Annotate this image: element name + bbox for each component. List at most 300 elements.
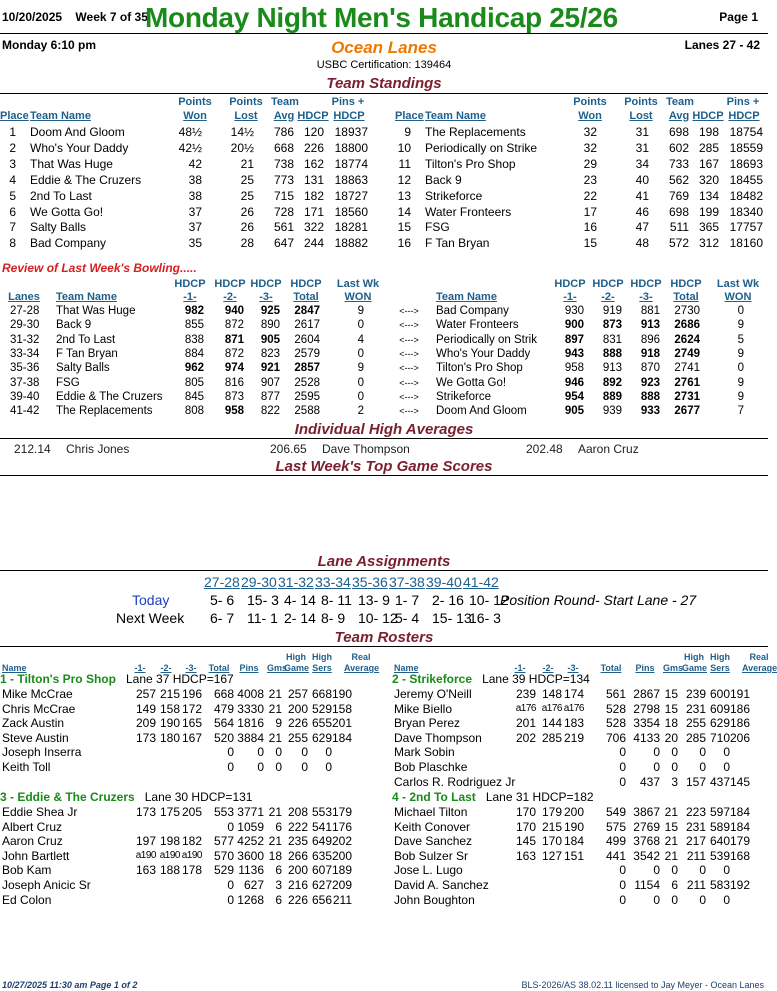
- roster-total-pins: 2798: [633, 701, 660, 716]
- standing-pins-hdcp: 18800: [334, 140, 368, 155]
- roster-game2: 127: [541, 848, 562, 863]
- review-score-right: 2677: [674, 405, 700, 418]
- roster-player-name: Jeremy O'Neill: [394, 687, 472, 701]
- standing-pins-hdcp: 18340: [729, 204, 763, 219]
- roster-real-average: 168: [729, 848, 750, 863]
- roster-game1: 173: [135, 805, 156, 819]
- review-score-left: 2857: [294, 362, 320, 375]
- standing-hdcp: 312: [698, 236, 719, 251]
- standing-team-avg: 769: [668, 188, 689, 203]
- roster-high-series: 627: [311, 878, 332, 892]
- roster-game1: 163: [515, 848, 536, 863]
- roster-player-name: Bob Plaschke: [394, 760, 468, 774]
- roster-player-name: Albert Cruz: [2, 819, 63, 834]
- standing-team-name: Doom And Gloom: [30, 125, 125, 139]
- roster-game2: 190: [159, 716, 180, 731]
- standing-team-avg: 561: [273, 220, 294, 235]
- review-score-right: 2624: [674, 333, 700, 346]
- review-vs: <--->: [399, 391, 419, 402]
- roster-game1: 163: [135, 863, 156, 878]
- standing-pins-hdcp: 18882: [334, 236, 368, 251]
- roster-series-total: 528: [605, 701, 626, 716]
- review-won-left: 2: [357, 405, 364, 418]
- roster-real-average: 179: [331, 805, 352, 819]
- review-score-right: 889: [602, 390, 622, 403]
- standing-place: 7: [9, 220, 16, 235]
- roster-high-game: 285: [685, 730, 706, 745]
- high-average-bowler: Dave Thompson: [322, 442, 410, 456]
- review-won-right: 5: [737, 333, 744, 346]
- roster-game2: 180: [159, 730, 180, 745]
- standing-team-avg: 572: [668, 236, 689, 251]
- standing-points-lost: 47: [635, 220, 649, 235]
- review-score-right: 913: [602, 362, 622, 375]
- review-score-left: 872: [224, 347, 244, 360]
- roster-high-game: 255: [685, 716, 706, 731]
- review-score-left: 816: [224, 376, 244, 389]
- standing-place: 14: [397, 204, 411, 219]
- roster-high-game: 235: [287, 834, 308, 849]
- review-score-right: 892: [602, 376, 622, 389]
- roster-game1: 149: [135, 701, 156, 716]
- review-vs: <--->: [399, 377, 419, 388]
- roster-game1: 257: [135, 687, 156, 701]
- lane-today-matchup: 8- 11: [321, 592, 352, 608]
- roster-games-bowled: 21: [268, 730, 282, 745]
- roster-game2: 170: [541, 834, 562, 849]
- roster-total-pins: 2769: [633, 819, 660, 834]
- roster-team-title: [0, 790, 252, 804]
- roster-total-pins: 0: [257, 745, 264, 760]
- standing-points-won: 37: [188, 204, 202, 219]
- top-games-rule: [0, 475, 768, 476]
- standing-team-name: Bad Company: [30, 236, 107, 251]
- standing-team-name: We Gotta Go!: [30, 204, 104, 219]
- hdr-won: Won: [183, 110, 207, 122]
- standing-points-lost: 14½: [230, 125, 254, 139]
- hdr-review-game-left: -3-: [259, 291, 273, 303]
- standing-points-lost: 41: [635, 188, 649, 203]
- roster-game3: 205: [181, 805, 202, 819]
- roster-high-game: 239: [685, 687, 706, 701]
- roster-high-game: 222: [287, 819, 308, 834]
- roster-player-name: Bob Kam: [2, 863, 52, 878]
- roster-game3: 184: [563, 834, 584, 849]
- hdr-lost: Lost: [629, 110, 653, 122]
- roster-games-bowled: 6: [275, 819, 282, 834]
- roster-games-bowled: 9: [275, 716, 282, 731]
- roster-total-pins: 2867: [633, 687, 660, 701]
- review-team-right: Water Fronteers: [436, 319, 519, 332]
- lane-pair-header: 35-36: [352, 574, 388, 590]
- standing-hdcp: 285: [698, 140, 719, 155]
- standing-pins-hdcp: 18774: [334, 156, 368, 171]
- roster-player-name: Keith Conover: [394, 819, 471, 834]
- review-score-left: 855: [184, 319, 204, 332]
- roster-game2: 215: [159, 687, 180, 701]
- roster-real-average: 200: [331, 848, 352, 863]
- review-score-left: 873: [224, 390, 244, 403]
- standing-hdcp: 320: [698, 172, 719, 187]
- hdr-roster-g2-right: -2-: [542, 663, 554, 673]
- position-round-note: Position Round- Start Lane - 27: [500, 592, 697, 608]
- standing-team-avg: 698: [668, 125, 689, 139]
- standing-pins-hdcp: 18727: [334, 188, 368, 203]
- hdr-team-top: Team: [271, 96, 299, 108]
- roster-games-bowled: 3: [671, 774, 678, 789]
- review-lanes: 27-28: [10, 305, 40, 317]
- review-score-left: 838: [184, 333, 204, 346]
- standing-team-avg: 647: [273, 236, 294, 251]
- roster-game3: 174: [563, 687, 584, 701]
- roster-high-game: 216: [287, 878, 308, 892]
- standings-title: Team Standings: [326, 75, 442, 92]
- roster-high-series: 600: [709, 687, 730, 701]
- hdr-roster-ra-left: Average: [344, 663, 380, 673]
- roster-real-average: 158: [331, 701, 352, 716]
- standing-team-avg: 733: [668, 156, 689, 171]
- review-score-right: 958: [564, 362, 584, 375]
- standing-points-lost: 28: [240, 236, 254, 251]
- review-score-right: 870: [640, 362, 660, 375]
- standing-place: 1: [9, 125, 16, 139]
- standing-pins-hdcp: 18482: [729, 188, 763, 203]
- roster-high-game: 0: [301, 745, 308, 760]
- roster-game3: 190: [563, 819, 584, 834]
- roster-series-total: 0: [619, 774, 626, 789]
- hdr-team-name: Team Name: [425, 110, 486, 122]
- roster-player-name: Zack Austin: [2, 716, 65, 731]
- roster-team-title: [0, 672, 234, 686]
- roster-real-average: 202: [331, 834, 352, 849]
- review-score-left: 871: [224, 333, 244, 346]
- review-lanes: 29-30: [10, 319, 40, 332]
- roster-game1: 170: [515, 819, 536, 834]
- standing-points-lost: 26: [240, 220, 254, 235]
- hdr-won: Won: [578, 110, 602, 122]
- standing-hdcp: 182: [303, 188, 324, 203]
- review-score-left: 822: [260, 405, 280, 418]
- standing-points-lost: 25: [240, 188, 254, 203]
- roster-real-average: 190: [331, 687, 352, 701]
- standing-team-name: Salty Balls: [30, 220, 87, 235]
- standing-points-won: 16: [583, 220, 597, 235]
- roster-total-pins: 3600: [237, 848, 264, 863]
- roster-game2: 148: [541, 687, 562, 701]
- hdr-review-won-left: WON: [344, 291, 372, 303]
- roster-game3: a176: [563, 702, 584, 714]
- standing-points-won: 48½: [178, 125, 202, 139]
- standing-team-name: Back 9: [425, 172, 462, 187]
- roster-games-bowled: 0: [671, 760, 678, 774]
- review-score-right: 881: [640, 305, 660, 317]
- roster-total-pins: 1136: [238, 863, 264, 878]
- standing-team-name: That Was Huge: [30, 156, 113, 171]
- review-score-right: 933: [640, 405, 660, 418]
- standing-place: 12: [397, 172, 411, 187]
- standing-points-lost: 31: [635, 140, 649, 155]
- roster-high-series: 649: [311, 834, 332, 849]
- roster-high-series: 656: [311, 892, 332, 907]
- review-score-left: 884: [184, 347, 204, 360]
- standing-pins-hdcp: 18559: [729, 140, 763, 155]
- review-lanes: 41-42: [10, 405, 40, 418]
- lane-pair-header: 29-30: [241, 574, 277, 590]
- review-won-right: 9: [737, 319, 744, 332]
- roster-series-total: 0: [619, 878, 626, 892]
- hdr-pins-hdcp: HDCP: [728, 110, 760, 122]
- lane-next-matchup: 11- 1: [247, 610, 278, 626]
- roster-game1: 239: [515, 687, 536, 701]
- roster-series-total: 499: [605, 834, 626, 849]
- hdr-avg: Avg: [668, 110, 690, 122]
- roster-total-pins: 4008: [237, 687, 264, 701]
- standings-rule: [0, 93, 768, 94]
- roster-game3: 167: [181, 730, 202, 745]
- hdr-hdcp: HDCP: [297, 110, 329, 122]
- review-team-right: Who's Your Daddy: [436, 347, 531, 360]
- roster-series-total: 0: [227, 760, 234, 774]
- review-vs: <--->: [399, 320, 419, 331]
- standing-pins-hdcp: 18455: [729, 172, 763, 187]
- review-vs: <--->: [399, 363, 419, 374]
- roster-series-total: 570: [213, 848, 234, 863]
- lane-assign-rule: [0, 570, 768, 571]
- hdr-roster-g1-left: -1-: [134, 663, 146, 673]
- lane-today-matchup: 15- 3: [247, 592, 279, 608]
- lane-next-matchup: 2- 14: [284, 610, 316, 626]
- review-score-right: 918: [640, 347, 660, 360]
- roster-series-total: 441: [605, 848, 626, 863]
- hdr-roster-hg-top-right: High: [684, 652, 704, 662]
- standing-points-won: 42: [188, 156, 202, 171]
- hdr-roster-hg-top-left: High: [286, 652, 306, 662]
- roster-real-average: 201: [331, 716, 352, 731]
- hdr-roster-pins-right: Pins: [635, 663, 655, 673]
- hdr-roster-ra-top-left: Real: [351, 652, 371, 662]
- standing-place: 5: [9, 188, 16, 203]
- hdr-roster-gms-right: Gms: [662, 663, 683, 673]
- roster-real-average: 179: [729, 834, 750, 849]
- roster-high-game: 0: [699, 760, 706, 774]
- roster-high-series: 710: [709, 730, 730, 745]
- hdr-review-team-left: Team Name: [56, 291, 117, 303]
- review-won-left: 0: [357, 390, 364, 403]
- roster-game1: 170: [515, 805, 536, 819]
- roster-total-pins: 627: [243, 878, 264, 892]
- review-won-right: 9: [737, 376, 744, 389]
- review-lanes: 33-34: [10, 347, 40, 360]
- roster-real-average: 186: [729, 701, 750, 716]
- review-score-left: 808: [184, 405, 204, 418]
- review-score-right: 2761: [674, 376, 700, 389]
- roster-team-name: 4 - 2nd To Last: [392, 790, 476, 804]
- roster-player-name: John Bartlett: [2, 848, 70, 863]
- hdr-review-game-left: -1-: [183, 291, 197, 303]
- lane-next-matchup: 15- 13: [432, 610, 472, 626]
- roster-game1: 145: [515, 834, 536, 849]
- standing-hdcp: 134: [698, 188, 719, 203]
- review-score-right: 2730: [674, 305, 700, 317]
- review-team-left: 2nd To Last: [56, 333, 116, 346]
- review-team-left: FSG: [56, 376, 80, 389]
- lane-next-matchup: 10- 12: [358, 610, 398, 626]
- standing-team-avg: 728: [273, 204, 294, 219]
- lane-today-matchup: 2- 16: [432, 592, 464, 608]
- roster-high-series: 583: [709, 878, 730, 892]
- roster-high-series: 437: [709, 774, 730, 789]
- roster-games-bowled: 21: [268, 701, 282, 716]
- review-team-left: The Replacements: [56, 405, 153, 418]
- hdr-team-top: Team: [666, 96, 694, 108]
- review-won-right: 7: [737, 405, 744, 418]
- top-games-title: Last Week's Top Game Scores: [275, 458, 493, 475]
- roster-high-game: 200: [287, 863, 308, 878]
- roster-player-name: Mark Sobin: [394, 745, 455, 760]
- roster-game1: 201: [515, 716, 536, 731]
- roster-game2: 188: [159, 863, 180, 878]
- roster-game3: 219: [563, 730, 584, 745]
- review-won-right: 0: [737, 305, 744, 317]
- standing-hdcp: 365: [698, 220, 719, 235]
- hdr-place: Place: [0, 110, 29, 122]
- roster-team-title: [392, 672, 590, 686]
- standing-hdcp: 162: [303, 156, 324, 171]
- review-score-left: 845: [184, 390, 204, 403]
- roster-high-series: 541: [311, 819, 332, 834]
- lane-pair-header: 39-40: [426, 574, 462, 590]
- roster-high-game: 255: [287, 730, 308, 745]
- standing-team-avg: 562: [668, 172, 689, 187]
- standing-team-name: 2nd To Last: [30, 188, 92, 203]
- roster-total-pins: 3330: [237, 701, 264, 716]
- standing-points-won: 17: [583, 204, 597, 219]
- review-lanes: 31-32: [10, 333, 40, 346]
- roster-series-total: 0: [227, 878, 234, 892]
- review-score-right: 873: [602, 319, 622, 332]
- standing-points-lost: 21: [240, 156, 254, 171]
- lane-next-matchup: 16- 3: [469, 610, 501, 626]
- roster-real-average: 211: [332, 892, 352, 907]
- hdr-points-won-top: Points: [573, 96, 607, 108]
- review-won-left: 0: [357, 376, 364, 389]
- roster-team-title: [392, 790, 594, 804]
- roster-high-game: 211: [686, 878, 706, 892]
- standing-hdcp: 226: [303, 140, 324, 155]
- usbc-certification: USBC Certification: 139464: [316, 59, 452, 71]
- roster-series-total: 668: [213, 687, 234, 701]
- standing-place: 3: [9, 156, 16, 171]
- hdr-roster-ra-top-right: Real: [749, 652, 769, 662]
- review-title: Review of Last Week's Bowling.....: [2, 261, 197, 275]
- roster-high-series: 0: [723, 863, 730, 878]
- standing-points-lost: 48: [635, 236, 649, 251]
- roster-high-series: 589: [709, 819, 730, 834]
- hdr-pins-top: Pins +: [331, 96, 365, 108]
- roster-total-pins: 3884: [237, 730, 264, 745]
- roster-player-name: Keith Toll: [2, 760, 51, 774]
- roster-game2: a176: [541, 702, 562, 714]
- roster-high-game: 0: [301, 760, 308, 774]
- roster-series-total: 0: [619, 863, 626, 878]
- review-score-right: 954: [564, 390, 584, 403]
- roster-high-series: 0: [723, 760, 730, 774]
- review-score-right: 919: [602, 305, 622, 317]
- roster-high-series: 629: [709, 716, 730, 731]
- roster-real-average: 145: [729, 774, 750, 789]
- standing-team-avg: 773: [273, 172, 294, 187]
- standing-pins-hdcp: 18160: [729, 236, 763, 251]
- roster-total-pins: 0: [653, 760, 660, 774]
- standing-hdcp: 131: [303, 172, 324, 187]
- hdr-review-hdcp-right: HDCP: [554, 278, 586, 290]
- review-score-left: 940: [224, 305, 244, 317]
- review-score-left: 2528: [294, 376, 320, 389]
- hdr-roster-pins-left: Pins: [239, 663, 259, 673]
- roster-games-bowled: 15: [664, 687, 678, 701]
- roster-player-name: Ed Colon: [2, 892, 52, 907]
- review-score-right: 888: [640, 390, 660, 403]
- review-team-right: Bad Company: [436, 305, 509, 317]
- standing-team-avg: 698: [668, 204, 689, 219]
- roster-game2: 175: [159, 805, 180, 819]
- lane-today-matchup: 4- 14: [284, 592, 316, 608]
- roster-series-total: 0: [227, 745, 234, 760]
- review-score-right: 2749: [674, 347, 700, 360]
- roster-high-game: 157: [685, 774, 706, 789]
- roster-player-name: David A. Sanchez: [394, 878, 489, 892]
- roster-series-total: 575: [605, 819, 626, 834]
- standing-place: 4: [9, 172, 16, 187]
- review-score-right: 923: [640, 376, 660, 389]
- hdr-roster-hs-left: Sers: [312, 663, 332, 673]
- header-date-week: [2, 10, 148, 24]
- review-score-left: 921: [260, 362, 280, 375]
- roster-player-name: Aaron Cruz: [2, 834, 63, 849]
- roster-games-bowled: 0: [671, 892, 678, 907]
- roster-game3: 200: [563, 805, 584, 819]
- roster-high-game: 231: [685, 819, 706, 834]
- roster-total-pins: 1268: [237, 892, 264, 907]
- roster-player-name: Bryan Perez: [394, 716, 461, 731]
- hdr-review-hdcp-left: HDCP: [174, 278, 206, 290]
- roster-game1: 173: [135, 730, 156, 745]
- roster-total-pins: 0: [653, 745, 660, 760]
- standing-place: 13: [397, 188, 411, 203]
- roster-game3: 172: [181, 701, 202, 716]
- roster-series-total: 706: [605, 730, 626, 745]
- roster-high-series: 0: [723, 892, 730, 907]
- hdr-team-name: Team Name: [30, 110, 91, 122]
- standing-points-lost: 34: [635, 156, 649, 171]
- hdr-review-hdcp-left: HDCP: [290, 278, 322, 290]
- review-score-left: 2617: [294, 319, 320, 332]
- roster-game2: 179: [541, 805, 562, 819]
- hdr-review-game-right: -2-: [601, 291, 615, 303]
- roster-games-bowled: 0: [671, 745, 678, 760]
- roster-player-name: Joseph Inserra: [2, 745, 82, 760]
- lane-next-matchup: 5- 4: [395, 610, 420, 626]
- standing-points-won: 23: [583, 172, 597, 187]
- roster-series-total: 528: [605, 716, 626, 731]
- roster-series-total: 564: [213, 716, 234, 731]
- lane-pair-header: 33-34: [315, 574, 351, 590]
- roster-high-series: 529: [311, 701, 332, 716]
- standing-pins-hdcp: 18863: [334, 172, 368, 187]
- today-label: Today: [132, 592, 170, 608]
- standing-team-name: Who's Your Daddy: [30, 140, 129, 155]
- review-score-right: 2741: [674, 362, 700, 375]
